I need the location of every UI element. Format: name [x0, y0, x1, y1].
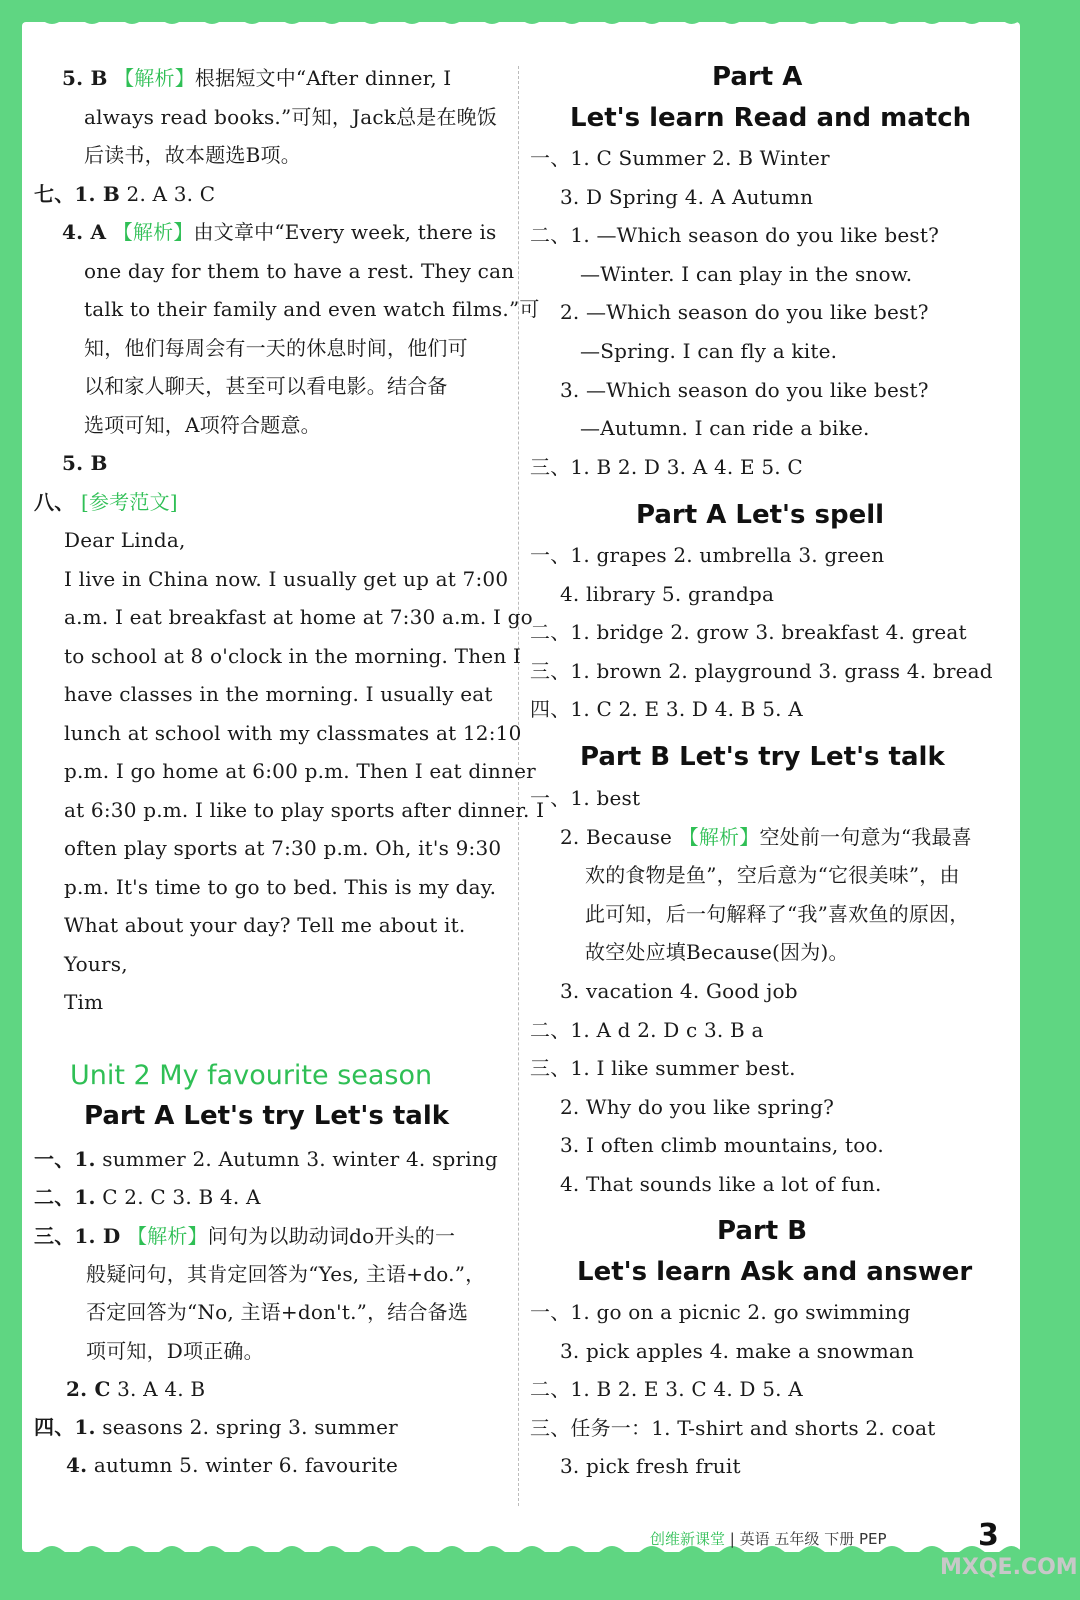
item-label: 4. [66, 1453, 88, 1478]
column-divider [518, 66, 519, 1506]
answer-line [62, 66, 451, 90]
right-heading-ask-answer: Let's learn Ask and answer [577, 1257, 973, 1287]
footer-edition: PEP [859, 1530, 887, 1548]
answer-line [64, 759, 536, 783]
item-text: [参考范文] [80, 489, 178, 514]
answer-line [86, 1262, 485, 1286]
answer-line [84, 413, 321, 437]
answer-line [64, 990, 103, 1014]
answer-line: 3. D Spring 4. A Autumn [560, 184, 814, 209]
item-label: 七、1. B [34, 181, 120, 206]
item-text: 3. A 4. B [117, 1376, 206, 1401]
left-section-heading: Part A Let's try Let's talk [84, 1101, 450, 1131]
answer-line: 二、1. —Which season do you like best? [530, 223, 940, 248]
answer-line: 故空处应填Because(因为)。 [585, 940, 849, 965]
answer-line: 三、1. B 2. D 3. A 4. E 5. C [530, 454, 803, 479]
footer-grade: 五年级 [774, 1530, 820, 1548]
item-text: 以和家人聊天，甚至可以看电影。结合备 [84, 374, 448, 398]
answer-line [64, 875, 496, 899]
item-text: to school at 8 o'clock in the morning. Then I [64, 643, 522, 668]
item-text: summer 2. Autumn 3. winter 4. spring [102, 1147, 498, 1171]
answer-line [34, 490, 178, 514]
item-text: 【解析】由文章中“Every week, there is [112, 220, 497, 244]
page-number: 3 [978, 1518, 999, 1553]
answer-line: 4. library 5. grandpa [560, 581, 775, 606]
answer-line: 一、1. go on a picnic 2. go swimming [530, 1300, 911, 1324]
answer-line: —Winter. I can play in the snow. [580, 261, 913, 286]
item-text: p.m. I go home at 6:00 p.m. Then I eat dinner [64, 759, 536, 783]
answer-line: 3. I often climb mountains, too. [560, 1133, 884, 1158]
footer-brand: 创维新课堂 [650, 1530, 726, 1548]
answer-line [66, 1377, 205, 1401]
answer-line [62, 220, 497, 244]
answer-line: 2. Because 【解析】空处前一句意为“我最喜 [560, 824, 972, 849]
item-text: I live in China now. I usually get up at 7:00 [64, 566, 509, 591]
answer-line [64, 798, 544, 822]
item-text: What about your day? Tell me about it. [64, 913, 466, 937]
footer-subject: 英语 [739, 1530, 770, 1548]
item-text: at 6:30 p.m. I like to play sports after dinner. I [64, 797, 545, 822]
item-text: Dear Linda, [64, 528, 186, 552]
item-label: 5. B [62, 451, 108, 475]
answer-line [62, 451, 108, 475]
item-text: 否定回答为“No, 主语+don't.”，结合备选 [86, 1300, 469, 1325]
answer-line: 一、1. best [530, 786, 641, 810]
unit-title: Unit 2 My favourite season [70, 1060, 433, 1091]
answer-line [64, 644, 521, 668]
answer-line [34, 1224, 455, 1248]
item-text: 般疑问句，其肯定回答为“Yes, 主语+do.”， [86, 1261, 486, 1286]
answer-line [84, 336, 468, 360]
answer-line: 3. —Which season do you like best? [560, 377, 929, 402]
answer-line [84, 297, 540, 321]
item-text: lunch at school with my classmates at 12:10 [64, 720, 522, 745]
item-label: 一、1. [34, 1147, 96, 1171]
answer-line: —Autumn. I can ride a bike. [580, 416, 870, 441]
answer-line [64, 836, 501, 860]
answer-line [64, 567, 508, 591]
item-label: 八、 [34, 489, 75, 514]
answer-line: 2. Why do you like spring? [560, 1094, 835, 1119]
answer-line [86, 1300, 468, 1324]
answer-line: 二、1. B 2. E 3. C 4. D 5. A [530, 1377, 803, 1402]
item-label: 三、1. D [34, 1223, 121, 1248]
answer-line [64, 528, 186, 552]
item-text: autumn 5. winter 6. favourite [93, 1453, 399, 1478]
item-text: one day for them to have a rest. They can [84, 258, 515, 283]
answer-line [64, 952, 128, 976]
item-label: 二、1. [34, 1185, 96, 1210]
item-text: have classes in the morning. I usually eat [64, 682, 493, 706]
item-text: p.m. It's time to go to bed. This is my day. [64, 874, 497, 899]
answer-line: 3. vacation 4. Good job [560, 979, 798, 1003]
answer-line [84, 143, 301, 167]
answer-line: —Spring. I can fly a kite. [580, 339, 838, 363]
item-text: 选项可知，A项符合题意。 [84, 412, 321, 437]
answer-line: 一、1. C Summer 2. B Winter [530, 146, 830, 170]
item-label: 2. C [66, 1376, 111, 1401]
answer-line [84, 105, 497, 129]
item-text: 【解析】根据短文中“After dinner, I [114, 66, 452, 90]
answer-line: 三、1. brown 2. playground 3. grass 4. bread [530, 658, 993, 683]
footer: 创维新课堂 | 英语 五年级 下册 PEP [650, 1530, 887, 1548]
answer-line: 三、1. I like summer best. [530, 1056, 796, 1081]
answer-line [34, 182, 215, 206]
answer-line [66, 1453, 398, 1477]
item-text: Tim [64, 990, 104, 1014]
item-text: seasons 2. spring 3. summer [102, 1415, 398, 1440]
item-text: 2. A 3. C [126, 181, 216, 206]
answer-line [34, 1415, 398, 1439]
item-text: often play sports at 7:30 p.m. Oh, it's 9:30 [64, 836, 502, 860]
answer-line: 一、1. grapes 2. umbrella 3. green [530, 543, 885, 567]
answer-line: 3. pick apples 4. make a snowman [560, 1338, 915, 1363]
answer-line: 二、1. bridge 2. grow 3. breakfast 4. great [530, 620, 967, 645]
answer-line [34, 1185, 261, 1209]
top-wave-decoration [22, 12, 1020, 26]
footer-term: 下册 [824, 1530, 855, 1548]
item-text: 后读书，故本题选B项。 [84, 143, 301, 167]
item-label: 5. B [62, 66, 108, 90]
answer-line: 4. That sounds like a lot of fun. [560, 1172, 882, 1196]
answer-line [84, 259, 514, 283]
answer-line [84, 374, 448, 398]
answer-line: 3. pick fresh fruit [560, 1454, 741, 1479]
right-heading-lets-spell: Part A Let's spell [636, 500, 885, 530]
watermark: MXQE.COM [940, 1555, 1078, 1580]
answer-line [34, 1147, 498, 1171]
answer-line: 2. —Which season do you like best? [560, 300, 929, 325]
answer-line: 四、1. C 2. E 3. D 4. B 5. A [530, 697, 803, 722]
item-text: always read books.”可知，Jack总是在晚饭 [84, 104, 498, 129]
answer-line [64, 913, 465, 937]
answer-line [64, 605, 533, 629]
item-text: talk to their family and even watch films.”可 [84, 297, 540, 321]
right-heading-part-b-talk: Part B Let's try Let's talk [580, 742, 945, 772]
item-text: a.m. I eat breakfast at home at 7:30 a.m. I go [64, 605, 533, 629]
answer-line [64, 682, 493, 706]
right-heading-part-a: Part A [712, 62, 803, 92]
item-label: 4. A [62, 220, 107, 244]
answer-line [86, 1339, 264, 1363]
answer-line: 此可知，后一句解释了“我”喜欢鱼的原因， [585, 901, 970, 926]
item-text: C 2. C 3. B 4. A [102, 1185, 261, 1210]
answer-line [64, 721, 522, 745]
item-text: 知，他们每周会有一天的休息时间，他们可 [84, 335, 468, 360]
item-text: 项可知，D项正确。 [86, 1338, 264, 1363]
item-label: 四、1. [34, 1415, 96, 1440]
answer-line: 三、任务一：1. T-shirt and shorts 2. coat [530, 1415, 936, 1440]
item-text: 【解析】问句为以助动词do开头的一 [126, 1223, 456, 1248]
answer-line: 二、1. A d 2. D c 3. B a [530, 1017, 764, 1042]
right-heading-part-b: Part B [717, 1216, 808, 1246]
right-heading-read-match: Let's learn Read and match [570, 103, 972, 133]
answer-line: 欢的食物是鱼”，空后意为“它很美味”，由 [585, 863, 960, 888]
item-text: Yours, [64, 951, 128, 976]
